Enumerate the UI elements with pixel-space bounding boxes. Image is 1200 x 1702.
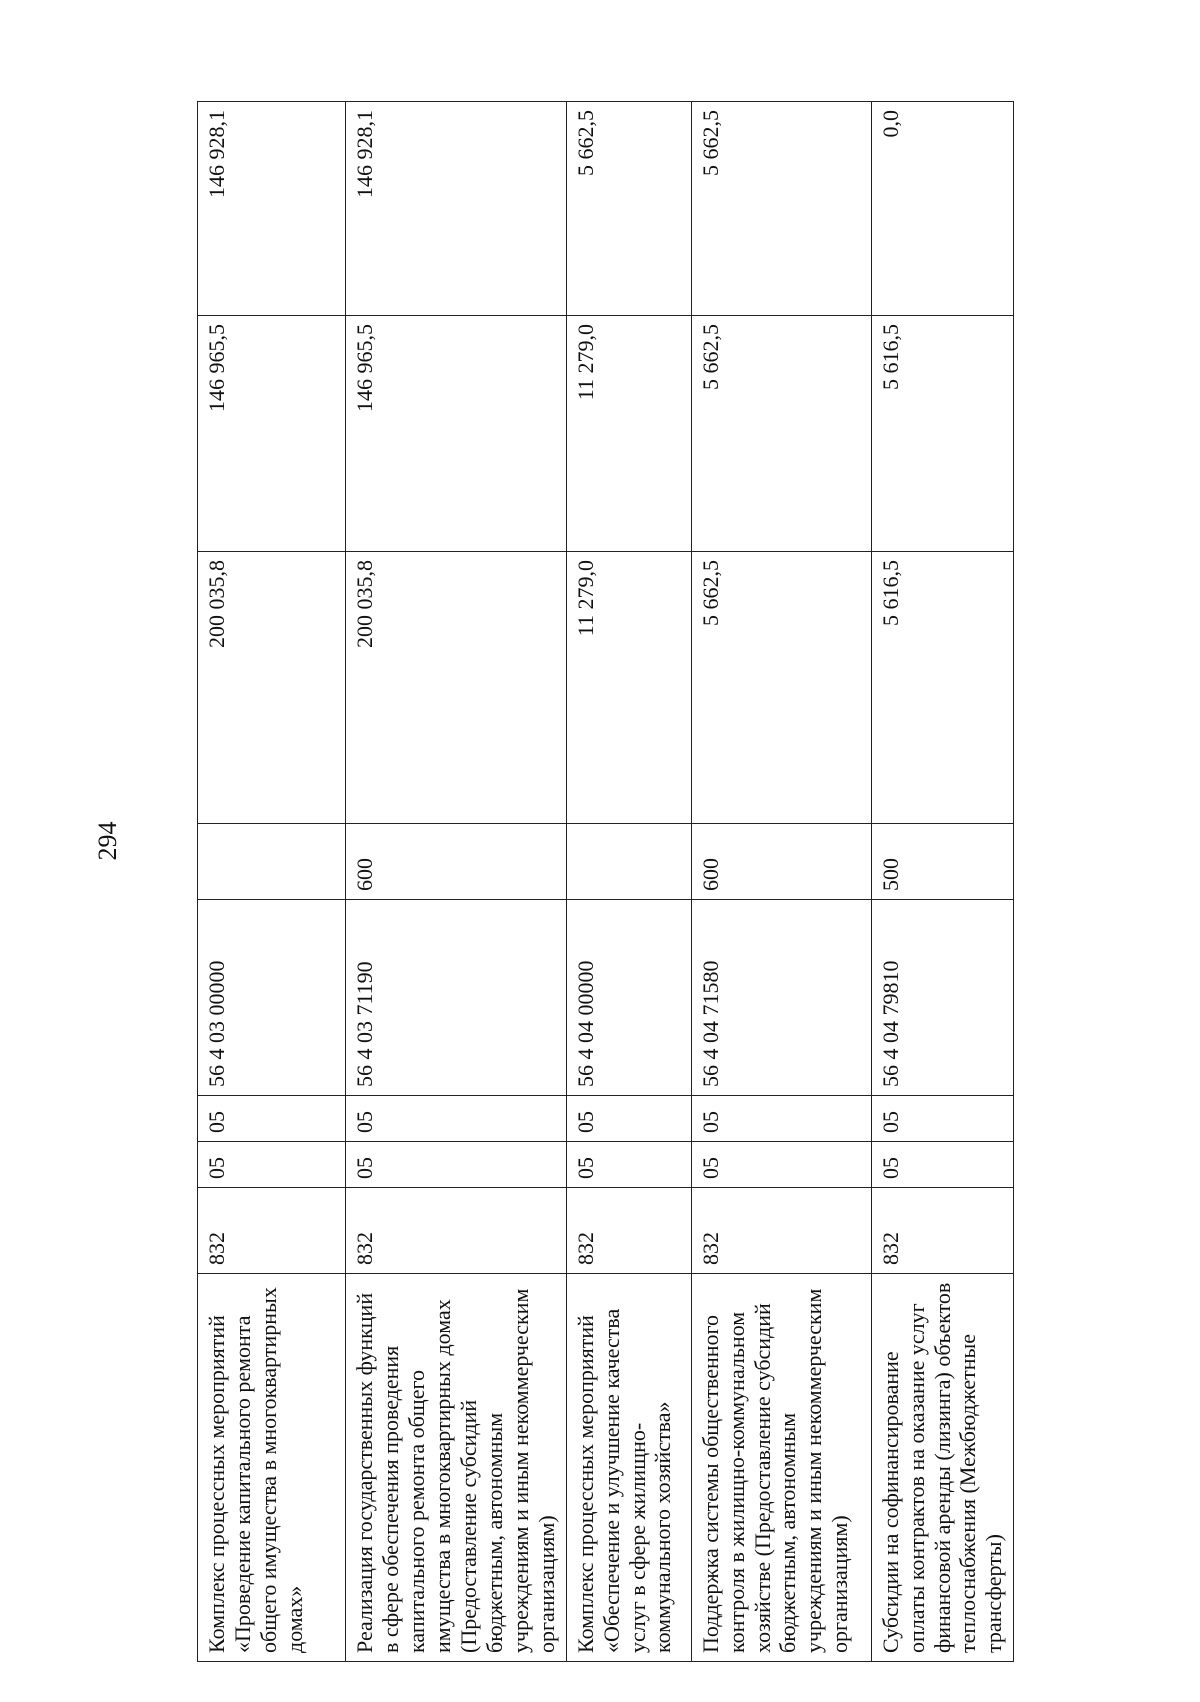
row-pr: 05	[871, 1096, 1014, 1142]
table-row	[346, 102, 567, 1662]
budget-table	[197, 101, 1014, 1662]
row-rz: 05	[871, 1142, 1014, 1188]
row-year1: 200 035,8	[346, 552, 567, 824]
row-vr: 600	[691, 824, 871, 900]
row-name: Комплекс процессных мероприятий «Проведение капитального ремонта общего имущества в многоквартирных домах»	[198, 1274, 346, 1662]
page-number: 294	[93, 821, 122, 861]
row-year1: 5 616,5	[871, 552, 1014, 824]
row-year2: 146 965,5	[198, 316, 346, 552]
row-year2: 11 279,0	[566, 316, 691, 552]
row-year1: 11 279,0	[566, 552, 691, 824]
row-ved: 832	[346, 1188, 567, 1274]
row-vr	[198, 824, 346, 900]
row-csr: 56 4 04 71580	[691, 900, 871, 1096]
row-pr: 05	[566, 1096, 691, 1142]
row-name: Реализация государственных функций в сфере обеспечения проведения капитального ремонта общего имущества в многоквартирных домах (Предоставление субсидий бюджетным, автономным учреждениям и иным некоммерческим организациям)	[346, 1274, 567, 1662]
row-ved: 832	[691, 1188, 871, 1274]
row-year3: 5 662,5	[566, 102, 691, 316]
row-vr: 500	[871, 824, 1014, 900]
row-rz: 05	[566, 1142, 691, 1188]
row-vr: 600	[346, 824, 567, 900]
row-pr: 05	[346, 1096, 567, 1142]
row-year3: 146 928,1	[346, 102, 567, 316]
row-csr: 56 4 03 00000	[198, 900, 346, 1096]
row-csr: 56 4 03 71190	[346, 900, 567, 1096]
budget-table-container	[197, 102, 1007, 1662]
row-year2: 146 965,5	[346, 316, 567, 552]
row-rz: 05	[691, 1142, 871, 1188]
row-name: Субсидии на софинансирование оплаты контрактов на оказание услуг финансовой аренды (лизинга) объектов теплоснабжения (Межбюджетные трансферты)	[871, 1274, 1014, 1662]
row-csr: 56 4 04 00000	[566, 900, 691, 1096]
table-row	[691, 102, 871, 1662]
row-csr: 56 4 04 79810	[871, 900, 1014, 1096]
row-year3: 5 662,5	[691, 102, 871, 316]
row-ved: 832	[198, 1188, 346, 1274]
row-year2: 5 662,5	[691, 316, 871, 552]
row-pr: 05	[691, 1096, 871, 1142]
row-vr	[566, 824, 691, 900]
row-rz: 05	[198, 1142, 346, 1188]
row-year3: 146 928,1	[198, 102, 346, 316]
table-row	[871, 102, 1014, 1662]
table-row	[198, 102, 346, 1662]
row-rz: 05	[346, 1142, 567, 1188]
row-year1: 200 035,8	[198, 552, 346, 824]
row-ved: 832	[871, 1188, 1014, 1274]
row-year3: 0,0	[871, 102, 1014, 316]
row-pr: 05	[198, 1096, 346, 1142]
row-name: Комплекс процессных мероприятий «Обеспечение и улучшение качества услуг в сфере жилищно-коммунального хозяйства»	[566, 1274, 691, 1662]
table-row	[566, 102, 691, 1662]
row-year2: 5 616,5	[871, 316, 1014, 552]
row-year1: 5 662,5	[691, 552, 871, 824]
row-name: Поддержка системы общественного контроля в жилищно-коммунальном хозяйстве (Предоставление субсидий бюджетным, автономным учреждениям и иным некоммерческим организациям)	[691, 1274, 871, 1662]
row-ved: 832	[566, 1188, 691, 1274]
